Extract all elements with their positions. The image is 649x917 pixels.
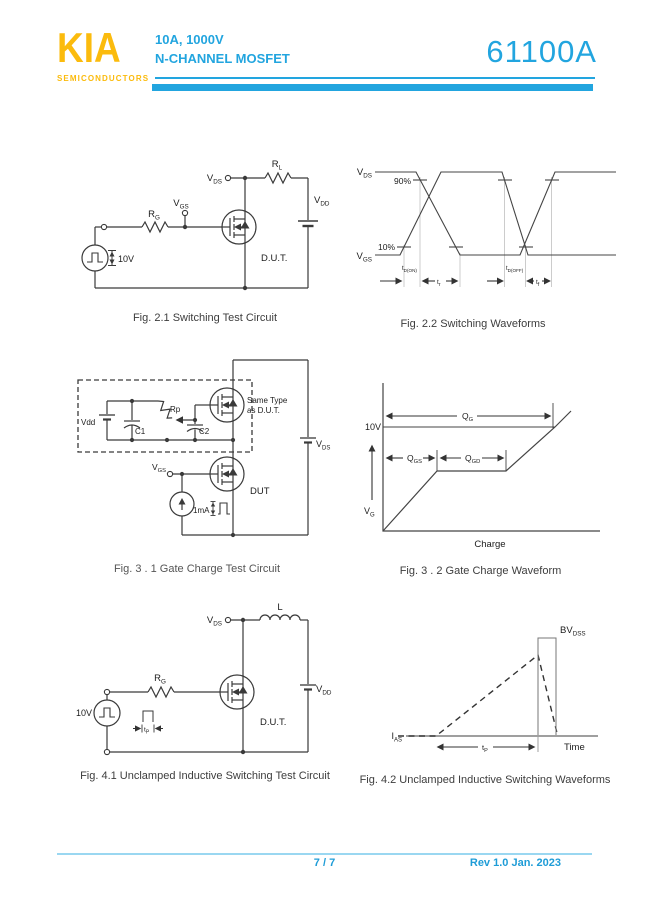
label-tf: $t_f$ [536,279,540,288]
fig-3-2 [360,368,625,577]
label-vg: $V_G$ [364,506,375,519]
label-vdd: $V_{DD}$ [314,195,330,208]
fig-4-1-caption: Fig. 4.1 Unclamped Inductive Switching Test Circuit [80,770,330,782]
fig-4-2-caption: Fig. 4.2 Unclamped Inductive Switching Waveforms [359,774,611,786]
vgs-trace [375,172,616,255]
vds-terminal [225,175,230,180]
gate-pulse-glyph [143,711,153,722]
gate-charge-waveform [360,368,625,553]
label-same-type-2: as D.U.T. [247,406,280,415]
uis-waveforms [358,603,628,763]
source-bottom-terminal [104,749,109,754]
same-type-mosfet-symbol [210,388,244,422]
label-vds: $V_{DS}$ [356,167,372,180]
fig-2-2-caption: Fig. 2.2 Switching Waveforms [400,318,546,330]
fig-3-1 [60,357,350,575]
fig-4-2 [358,603,628,786]
vds-terminal [225,617,230,622]
label-vdd: Vdd [81,418,96,427]
junction-dot [183,225,187,229]
label-vgs: $V_{GS}$ [151,462,166,475]
driver-dashed-box [78,380,252,452]
label-tr: $t_r$ [437,279,441,288]
label-dut: D.U.T. [261,253,288,264]
label-qg: $Q_G$ [462,411,474,424]
fig-4-1 [60,600,350,782]
label-vds: $V_{DS}$ [206,173,222,186]
label-rp: Rp [170,405,181,414]
label-rl: $R_L$ [271,159,283,172]
label-dut: DUT [250,486,270,497]
junction-dot [243,286,247,290]
pulse-amplitude-arrows [108,251,116,266]
charge-arrows [372,416,550,500]
circuit-wires [95,173,318,288]
label-inductor: L [277,602,283,613]
device-type: N-CHANNEL MOSFET [155,50,290,66]
rl-resistor-symbol [265,173,291,183]
junction-dot [243,176,247,180]
switching-waveforms [352,157,622,292]
label-vgs: $V_{GS}$ [356,251,372,264]
waveform-traces [375,172,616,255]
label-vgs: $V_{GS}$ [173,198,189,211]
logo-text: KIA [57,24,121,71]
label-qgd: $Q_{GD}$ [465,453,481,466]
part-number: 61100A [486,34,597,69]
fig-2-2 [352,157,622,330]
fig-2-1-caption: Fig. 2.1 Switching Test Circuit [132,312,278,324]
label-10v: 10V [118,254,135,264]
pulse-source-symbol [94,700,120,726]
label-rg: $R_G$ [148,209,160,222]
vgs-terminal [182,210,187,215]
uis-test-circuit [60,600,350,760]
ias-current-trace [398,655,557,736]
input-terminal [101,224,106,229]
label-td-off: $t_{D(OFF)}$ [506,266,524,273]
label-tp: $t_P$ [482,743,488,754]
axes [383,383,600,531]
label-c2: C2 [199,427,210,436]
current-pulse-glyph [211,502,231,516]
junction-dot [241,750,245,754]
switching-test-circuit [60,150,350,300]
vgs-terminal [167,471,172,476]
mosfet-symbol [222,210,256,244]
label-10v: 10V [364,422,381,432]
label-time-axis: Time [564,742,585,753]
label-1ma: 1mA [193,506,210,515]
label-tp: $t_P$ [144,726,150,736]
page-number: 7 / 7 [313,857,336,869]
gate-charge-test-circuit [60,357,350,542]
label-c1: C1 [135,427,146,436]
rg-resistor-symbol [142,222,168,232]
kia-logo [57,24,150,83]
fig-2-1 [60,150,350,324]
header-rule-thin [155,77,595,79]
device-description [155,31,290,69]
label-charge-axis: Charge [474,539,506,550]
label-td-on: $t_{D(ON)}$ [402,266,417,273]
header-rule-thick [152,84,593,91]
label-10v: 10V [75,708,92,718]
label-vdd: $V_{DD}$ [316,684,332,697]
label-rg: $R_G$ [154,673,166,686]
inductor-symbol [260,615,300,620]
fig-3-1-caption: Fig. 3 . 1 Gate Charge Test Circuit [113,563,281,575]
footer-rule [57,853,592,855]
device-rating: 10A, 1000V [155,32,224,47]
label-qgs: $Q_{GS}$ [407,453,423,466]
circuit-wires [107,615,316,752]
measure-bars [437,403,553,471]
label-vds: $V_{DS}$ [316,439,331,452]
revision-text: Rev 1.0 Jan. 2023 [469,857,561,869]
fig-3-2-caption: Fig. 3 . 2 Gate Charge Waveform [399,565,562,577]
gate-voltage-trace [383,411,571,531]
label-bvdss: $BV_{DSS}$ [560,625,586,638]
rg-resistor-symbol [148,687,174,697]
label-10pct: 10% [377,242,395,252]
label-vds: $V_{DS}$ [206,615,222,628]
dut-mosfet-symbol [210,457,244,491]
vds-trace [375,172,616,255]
label-ias: $I_{AS}$ [391,731,402,744]
pulse-source-symbol [82,245,108,271]
label-same-type-1: Same Type [247,396,288,405]
mosfet-symbol [220,675,254,709]
label-dut: D.U.T. [260,717,287,728]
label-90pct: 90% [393,176,411,186]
logo-subtext: SEMICONDUCTORS [57,74,150,83]
source-top-terminal [104,689,109,694]
junction-dot [241,618,245,622]
